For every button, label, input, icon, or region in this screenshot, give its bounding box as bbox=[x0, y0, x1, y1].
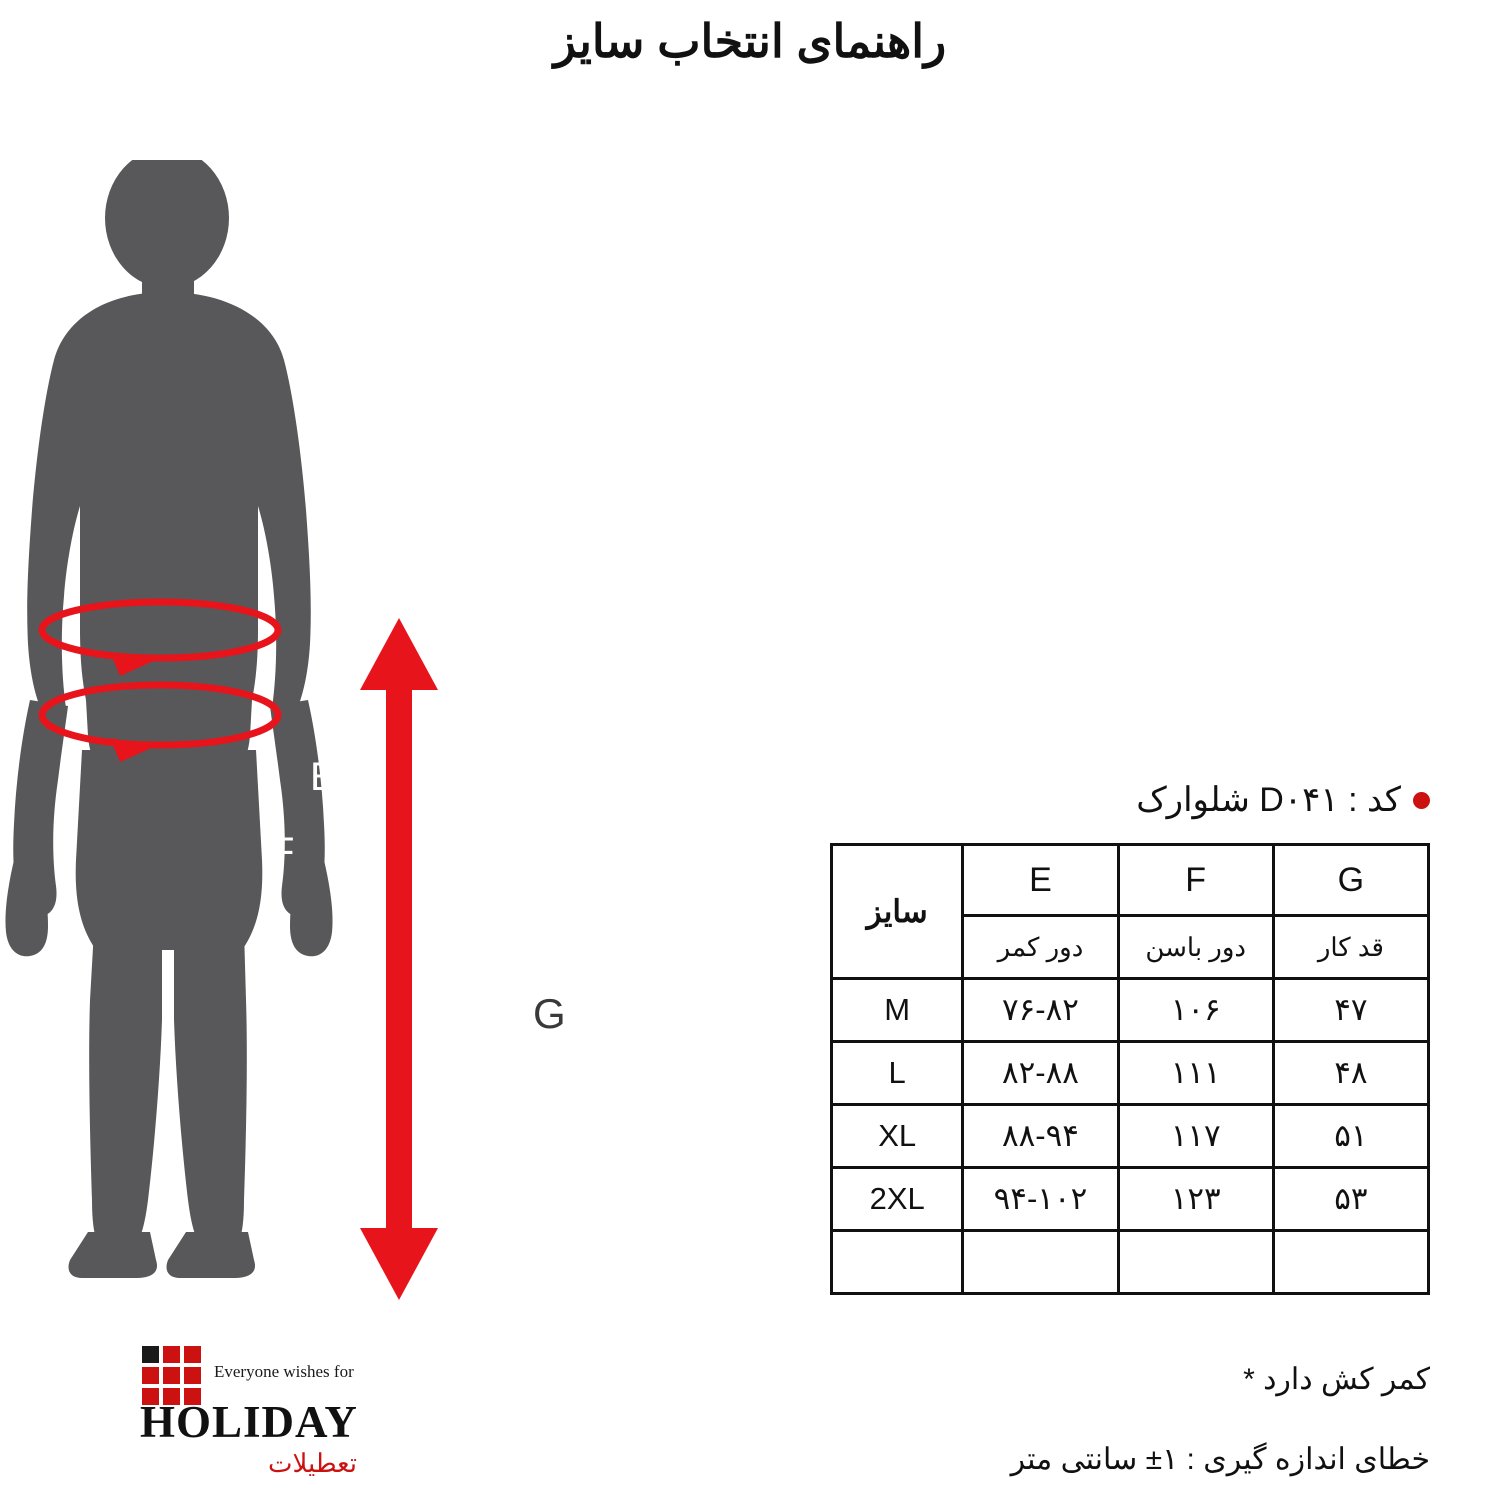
human-silhouette-shape bbox=[5, 160, 332, 1278]
table-row-empty bbox=[832, 1231, 1429, 1294]
body-silhouette-diagram bbox=[70, 160, 530, 1290]
cell-size: L bbox=[832, 1042, 963, 1105]
length-letter-label: G bbox=[533, 990, 566, 1037]
header-name-hip: دور باسن bbox=[1118, 916, 1273, 979]
note-measure-tolerance: خطای اندازه گیری : ۱± سانتی متر bbox=[1010, 1443, 1430, 1476]
table-row bbox=[832, 979, 1429, 1042]
table-row bbox=[832, 1042, 1429, 1105]
table-row bbox=[832, 1168, 1429, 1231]
product-code-text: کد : D۰۴۱ شلوارک bbox=[1136, 781, 1401, 819]
cell-length: ۵۱ bbox=[1273, 1105, 1428, 1168]
cell-length: ۴۷ bbox=[1273, 979, 1428, 1042]
cell-hip: ۱۱۷ bbox=[1118, 1105, 1273, 1168]
note-elastic-waist: کمر کش دارد * bbox=[1243, 1363, 1430, 1396]
table-row bbox=[832, 1105, 1429, 1168]
size-table bbox=[830, 843, 1430, 1295]
brand-logo bbox=[138, 1340, 468, 1490]
cell-length: ۴۸ bbox=[1273, 1042, 1428, 1105]
cell-hip: ۱۱۱ bbox=[1118, 1042, 1273, 1105]
table-row-header-letters bbox=[832, 845, 1429, 916]
logo-tagline: Everyone wishes for bbox=[214, 1362, 354, 1381]
bullet-icon bbox=[1413, 792, 1430, 809]
cell-empty bbox=[1118, 1231, 1273, 1294]
cell-size: M bbox=[832, 979, 963, 1042]
header-letter-e: E bbox=[963, 845, 1118, 916]
cell-waist: ۷۶-۸۲ bbox=[963, 979, 1118, 1042]
cell-hip: ۱۰۶ bbox=[1118, 979, 1273, 1042]
header-size: سایز bbox=[832, 845, 963, 979]
header-letter-f: F bbox=[1118, 845, 1273, 916]
hip-letter-label: F bbox=[270, 830, 295, 874]
cell-waist: ۸۲-۸۸ bbox=[963, 1042, 1118, 1105]
page-title: راهنمای انتخاب سایز bbox=[553, 15, 947, 67]
cell-empty bbox=[1273, 1231, 1428, 1294]
header-name-length: قد کار bbox=[1273, 916, 1428, 979]
cell-empty bbox=[832, 1231, 963, 1294]
waist-letter-label: E bbox=[310, 755, 337, 799]
logo-brand-name: HOLIDAY bbox=[140, 1397, 358, 1447]
cell-waist: ۸۸-۹۴ bbox=[963, 1105, 1118, 1168]
silhouette-svg bbox=[0, 160, 530, 1300]
cell-empty bbox=[963, 1231, 1118, 1294]
header-letter-g: G bbox=[1273, 845, 1428, 916]
cell-size: XL bbox=[832, 1105, 963, 1168]
cell-waist: ۹۴-۱۰۲ bbox=[963, 1168, 1118, 1231]
cell-size: 2XL bbox=[832, 1168, 963, 1231]
cell-hip: ۱۲۳ bbox=[1118, 1168, 1273, 1231]
product-code-line bbox=[1136, 780, 1430, 820]
cell-length: ۵۳ bbox=[1273, 1168, 1428, 1231]
header-name-waist: دور کمر bbox=[963, 916, 1118, 979]
length-measure-arrow bbox=[360, 618, 438, 1300]
logo-brand-name-fa: تعطیلات bbox=[268, 1448, 357, 1478]
